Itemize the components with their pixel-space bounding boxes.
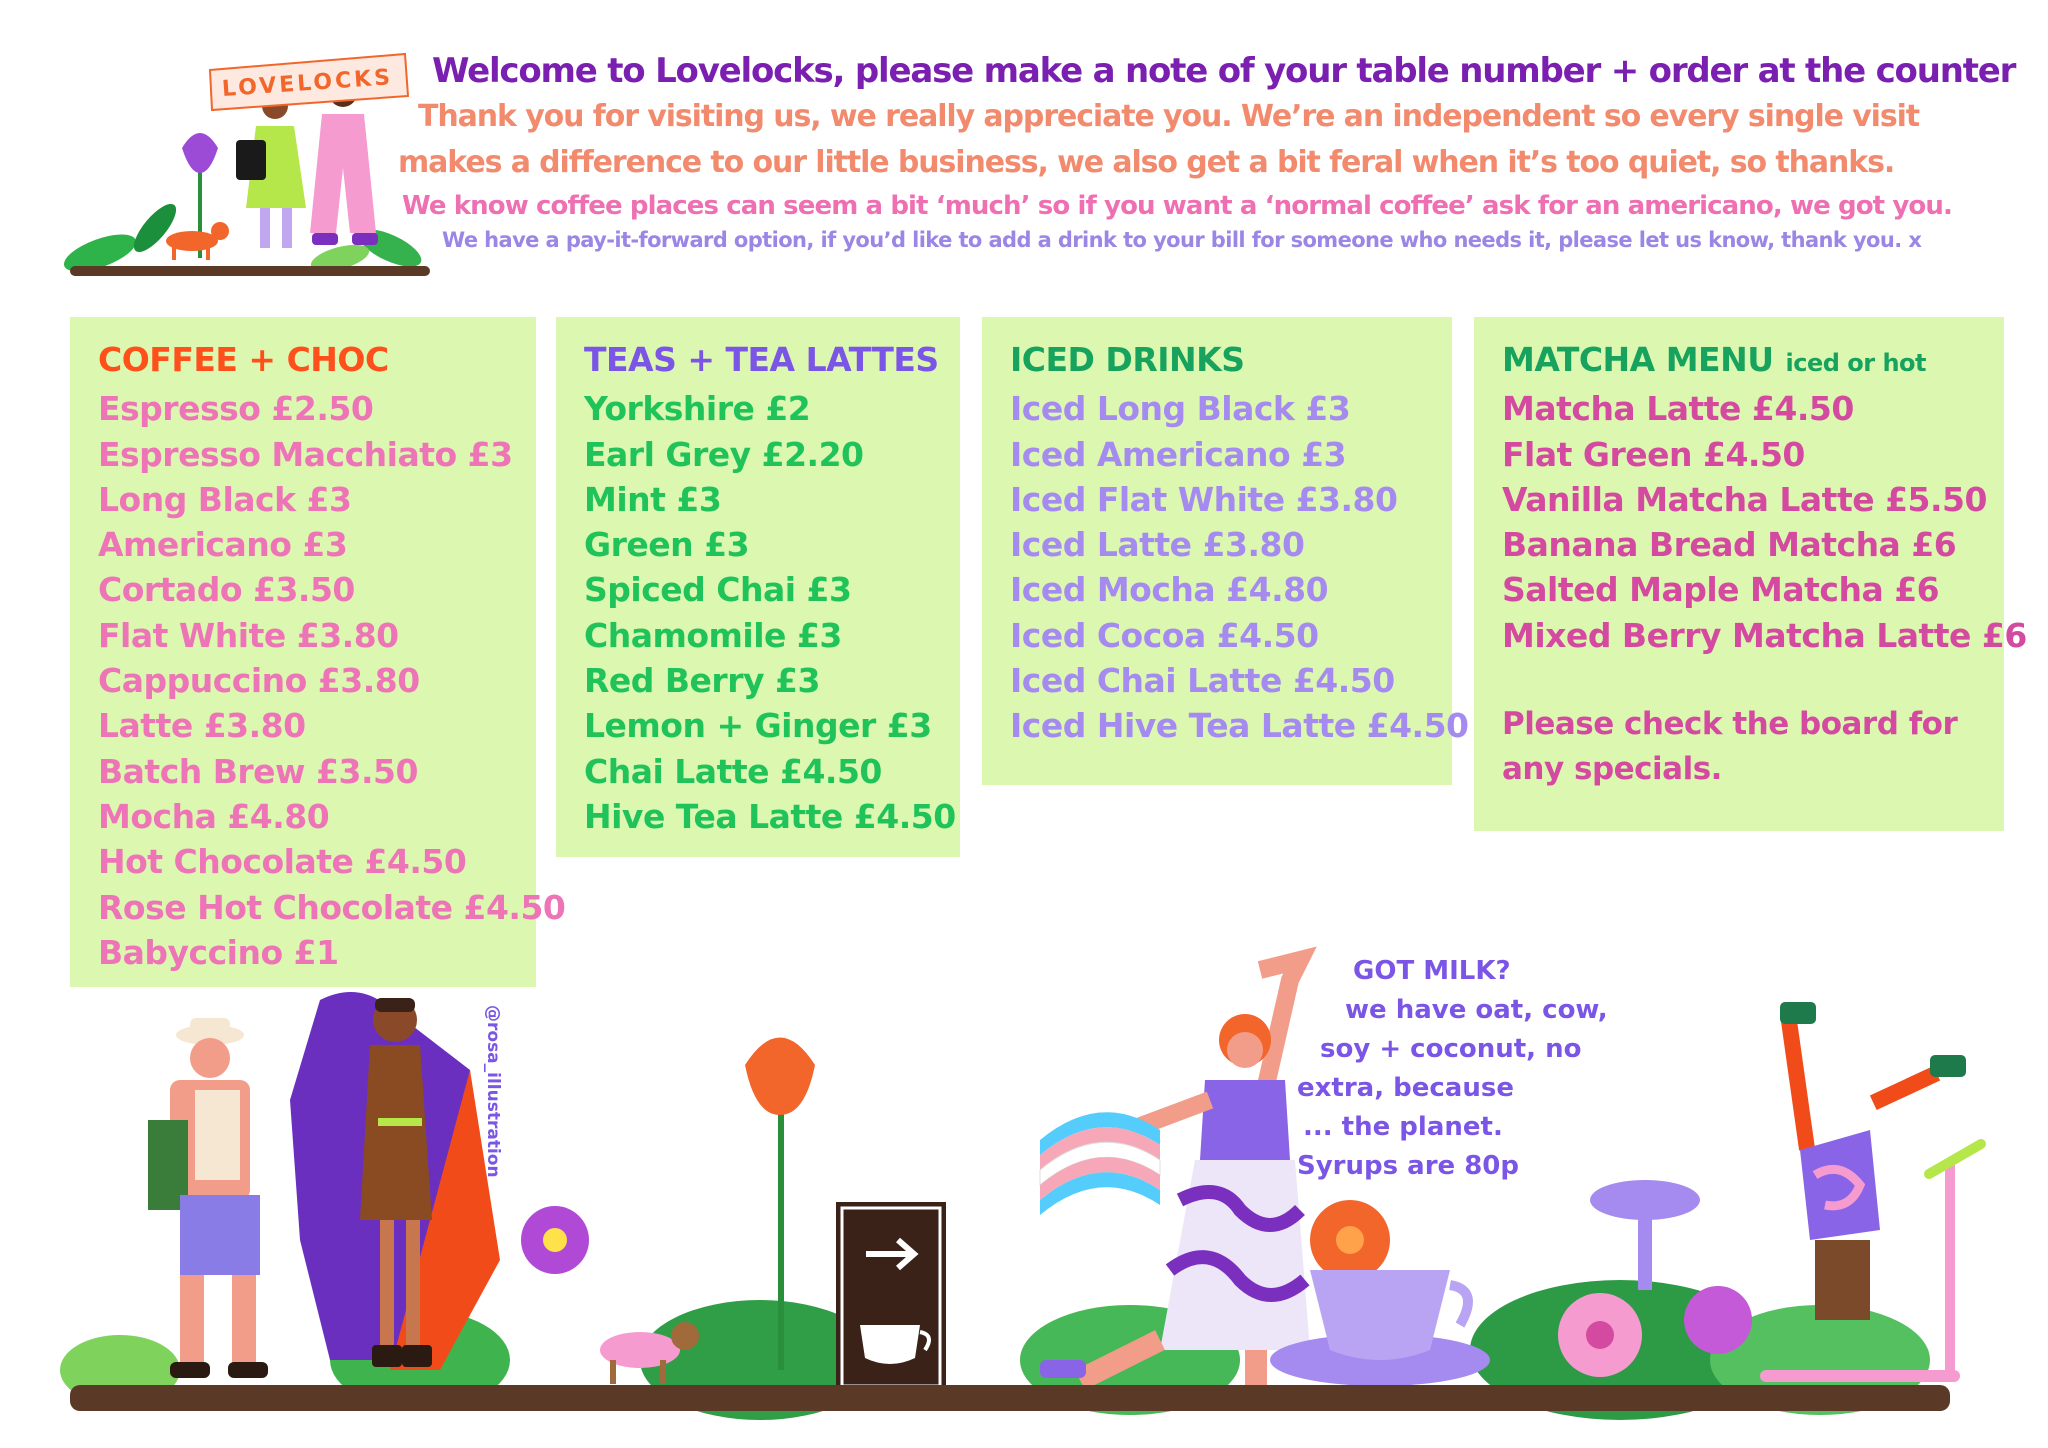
menu-item: Matcha Latte £4.50 [1502,389,1854,429]
menu-item: Iced Hive Tea Latte £4.50 [1010,706,1469,746]
milk-line-4: ... the planet. [1303,1112,1503,1142]
specials-note-line-2: any specials. [1502,751,1722,788]
menu-item: Mocha £4.80 [98,796,330,836]
specials-note-line-1: Please check the board for [1502,706,1958,743]
menu-item: Red Berry £3 [584,661,820,701]
teas-menu-title: TEAS + TEA LATTES [584,340,939,379]
milk-line-2: soy + coconut, no [1320,1034,1582,1064]
menu-item: Green £3 [584,525,750,565]
menu-item: Hive Tea Latte £4.50 [584,796,956,836]
iced-menu-panel [982,317,1469,785]
menu-item: Lemon + Ginger £3 [584,706,932,746]
matcha-menu-list [1502,386,2027,658]
logo-text: LOVELOCKS [221,65,394,102]
menu-item: Flat White £3.80 [98,615,399,655]
iced-menu-title: ICED DRINKS [1010,340,1245,379]
menu-item: Hot Chocolate £4.50 [98,842,467,882]
coffee-menu-title: COFFEE + CHOC [98,340,389,379]
menu-item: Mint £3 [584,479,722,519]
menu-item: Earl Grey £2.20 [584,434,864,474]
menu-item: Banana Bread Matcha £6 [1502,525,1957,565]
menu-item: Iced Americano £3 [1010,434,1347,474]
menu-item: Iced Long Black £3 [1010,389,1351,429]
matcha-subtitle: iced or hot [1785,349,1926,377]
menu-item: Americano £3 [98,525,348,565]
pink-flower-icon [1558,1293,1642,1377]
menu-item: Mixed Berry Matcha Latte £6 [1502,615,2027,655]
menu-item: Rose Hot Chocolate £4.50 [98,887,566,927]
menu-item: Babyccino £1 [98,932,339,972]
milk-line-1: we have oat, cow, [1345,995,1608,1025]
menu-item: Spiced Chai £3 [584,570,852,610]
menu-item: Iced Mocha £4.80 [1010,570,1329,610]
ground-strip [70,266,430,276]
menu-item: Long Black £3 [98,479,352,519]
coffee-menu-list [98,386,566,975]
iced-menu-list [1010,386,1469,748]
coffee-note: We know coffee places can seem a bit ‘much’ so if you want a ‘normal coffee’ ask for an americano, we got you. [402,191,1952,221]
logo-illustration [60,48,440,288]
trans-flag-icon [1040,1112,1160,1215]
ground-strip [70,1385,1950,1411]
orange-flower-icon [1310,1200,1390,1280]
person-green-icon [236,93,306,248]
menu-item: Espresso Macchiato £3 [98,434,513,474]
menu-item: Espresso £2.50 [98,389,374,429]
milk-title: GOT MILK? [1353,956,1511,986]
menu-item: Iced Flat White £3.80 [1010,479,1398,519]
menu-item: Latte £3.80 [98,706,306,746]
menu-item: Flat Green £4.50 [1502,434,1805,474]
woman-kimono-figure-icon [290,992,500,1370]
garden-illustration [0,940,2048,1420]
milk-line-3: extra, because [1297,1073,1514,1103]
menu-item: Cappuccino £3.80 [98,661,420,701]
menu-item: Iced Chai Latte £4.50 [1010,661,1395,701]
thanks-line-1: Thank you for visiting us, we really appreciate you. We’re an independent so every single visit [418,99,1920,134]
coffee-menu-panel [70,317,566,987]
menu-item: Chai Latte £4.50 [584,751,882,791]
coffee-sign-icon [836,1202,946,1392]
menu-item: Iced Latte £3.80 [1010,525,1305,565]
menu-item: Cortado £3.50 [98,570,355,610]
lavender-mushroom-icon [1590,1180,1700,1290]
teas-menu-panel [556,317,960,857]
teas-menu-list [584,386,956,839]
credit-text: @rosa_illustration_ [483,1005,503,1187]
welcome-text: Welcome to Lovelocks, please make a note of your table number + order at the counter [432,51,2016,91]
man-hat-figure-icon [148,1018,268,1378]
pay-forward-note: We have a pay-it-forward option, if you’d like to add a drink to your bill for someone who needs it, please let us know, thank you. x [442,228,1922,252]
dog-icon [166,222,229,260]
matcha-menu-title [1502,339,1976,380]
menu-item: Vanilla Matcha Latte £5.50 [1502,479,1987,519]
menu-item: Salted Maple Matcha £6 [1502,570,1940,610]
menu-item: Yorkshire £2 [584,389,811,429]
matcha-title-text: MATCHA MENU [1502,340,1774,379]
menu-item: Iced Cocoa £4.50 [1010,615,1319,655]
matcha-menu-panel [1474,317,2027,831]
menu-item: Chamomile £3 [584,615,842,655]
thanks-line-2: makes a difference to our little business, we also get a bit feral when it’s too quiet, so thanks. [398,145,1895,180]
milk-line-5: Syrups are 80p [1297,1151,1519,1181]
menu-item: Batch Brew £3.50 [98,751,418,791]
specials-note [1502,702,1976,792]
